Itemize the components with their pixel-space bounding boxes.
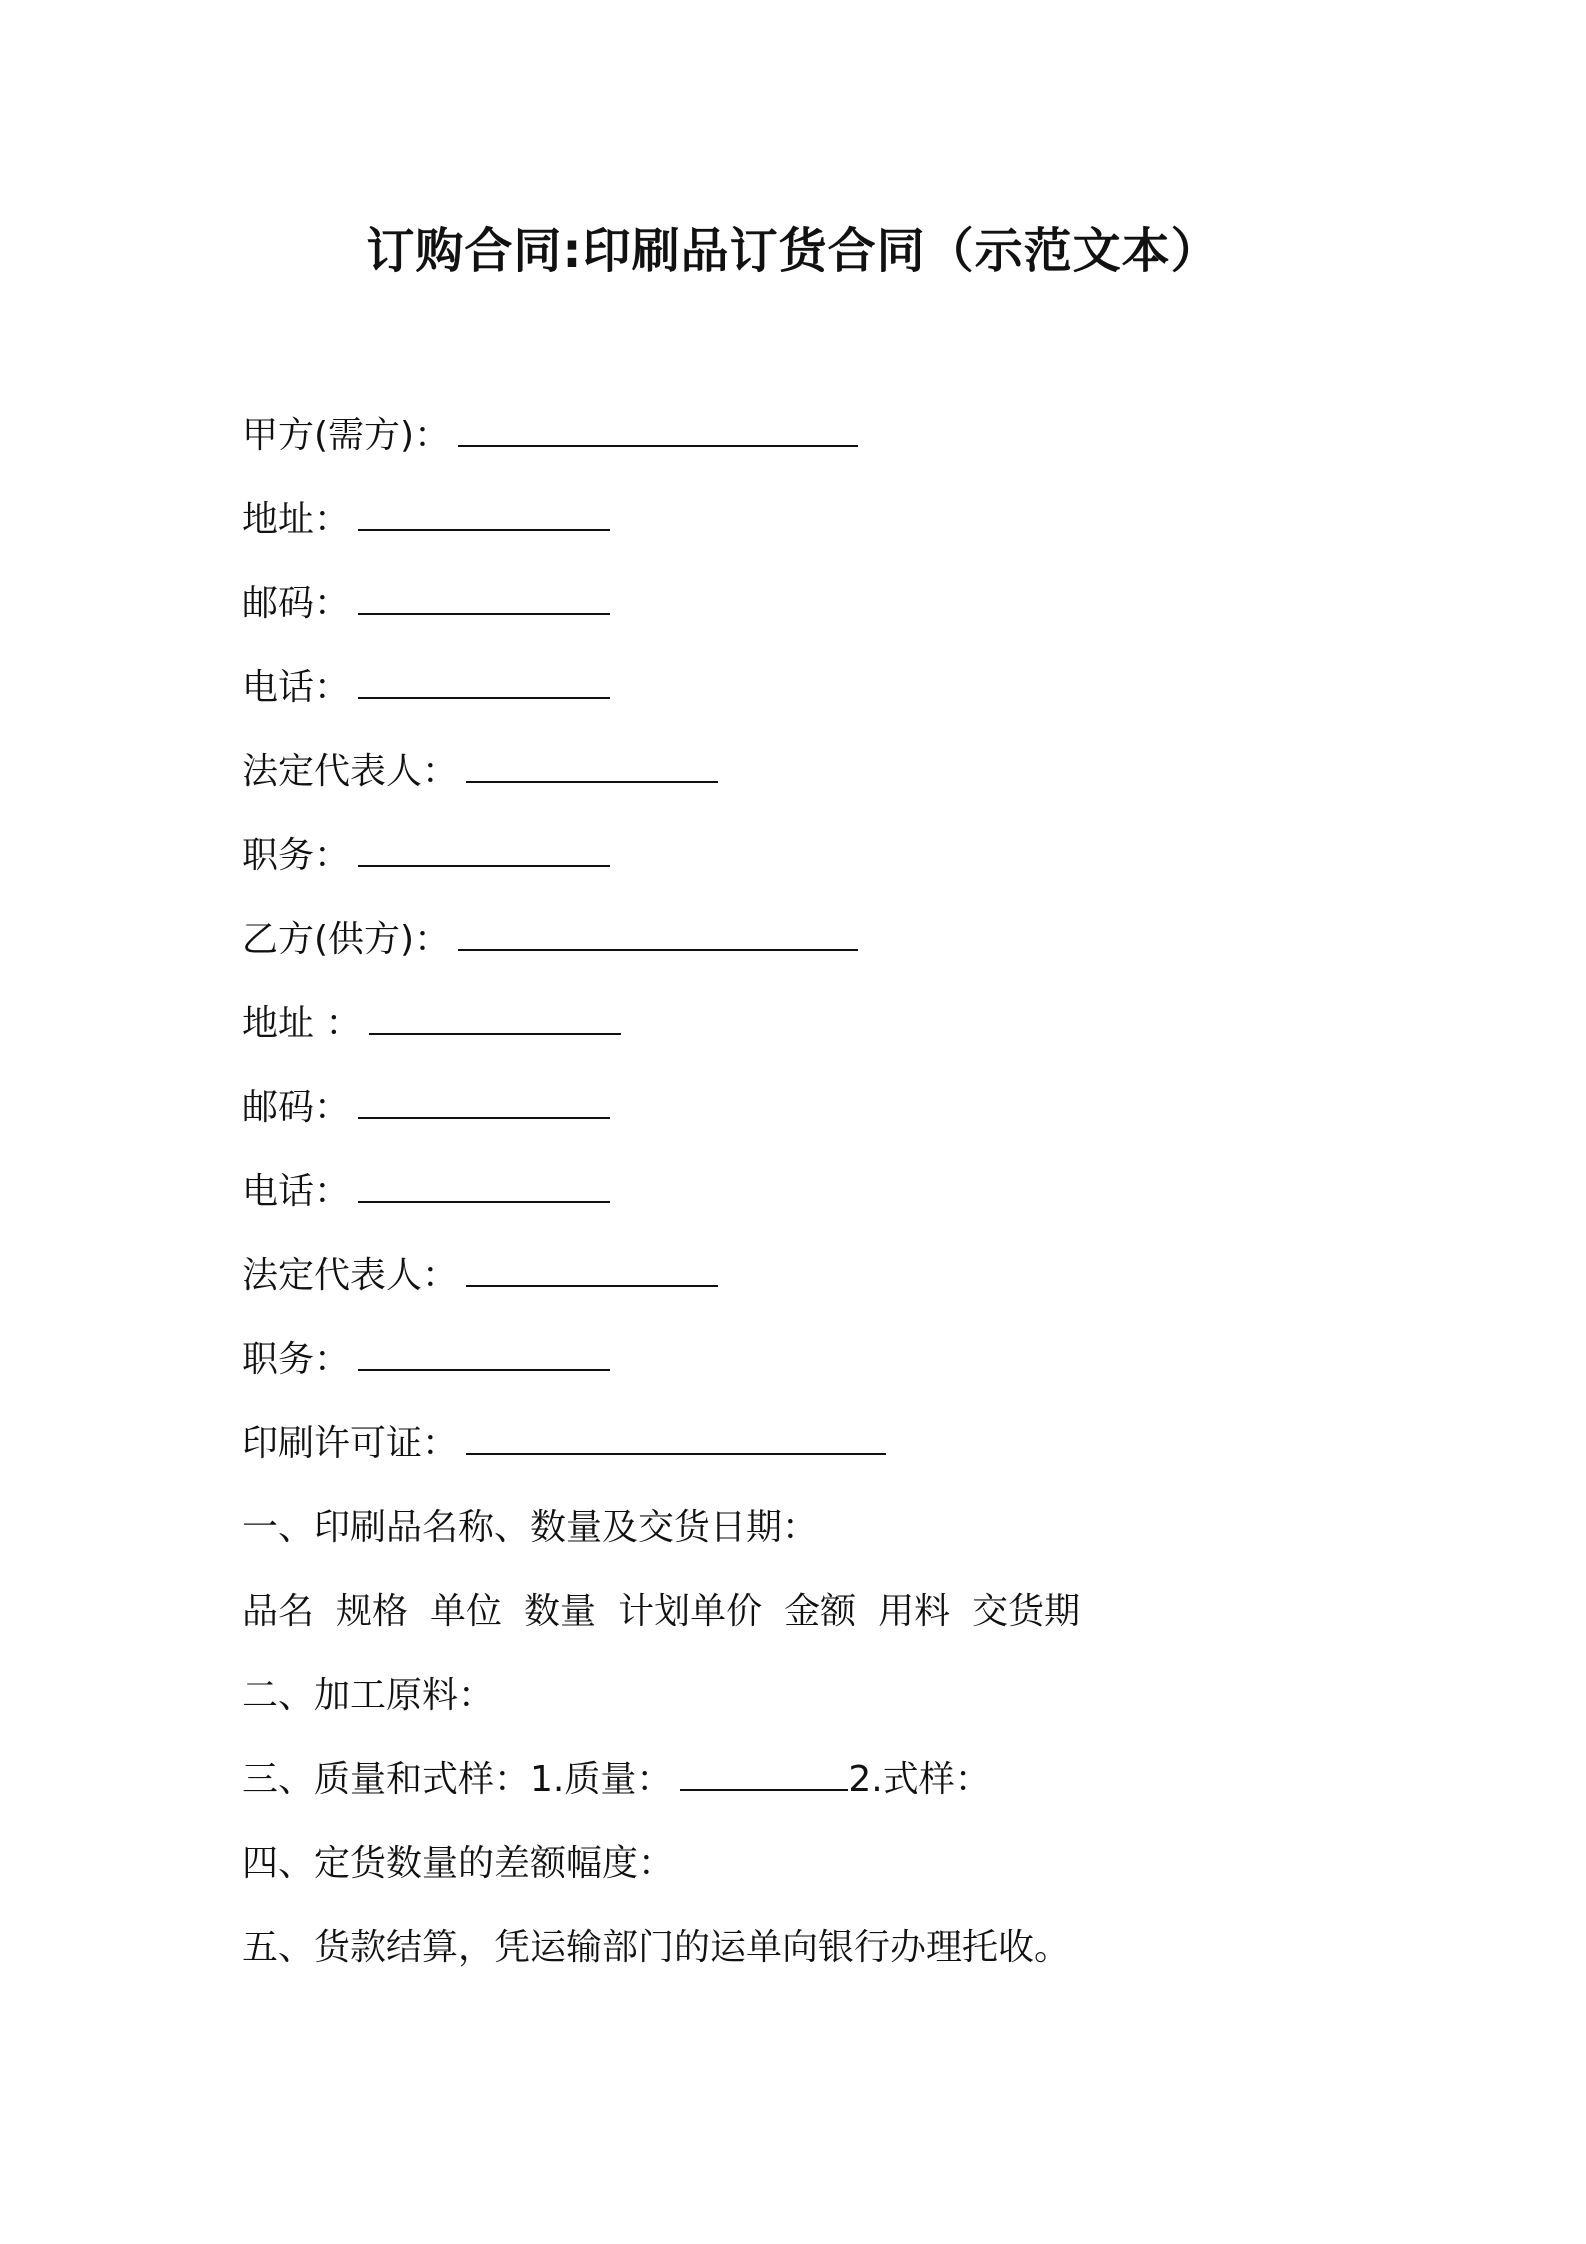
party-b-address-blank[interactable] (369, 1003, 621, 1035)
party-a-address-line (242, 498, 610, 542)
party-b-phone-blank[interactable] (358, 1171, 610, 1203)
party-b-license-blank[interactable] (466, 1423, 886, 1455)
party-a-name-line (242, 414, 858, 458)
section-1-heading: 一、印刷品名称、数量及交货日期： (242, 1507, 819, 1548)
party-a-phone-blank[interactable] (358, 667, 610, 699)
table-header-cell: 交货期 (972, 1591, 1081, 1632)
section-5-heading: 五、货款结算，凭运输部门的运单向银行办理托收。 (242, 1927, 1071, 1968)
party-a-phone-line (242, 666, 610, 710)
section-3-prefix: 三、质量和式样：1.质量： (242, 1759, 673, 1800)
table-header-cell: 规格 (336, 1591, 409, 1632)
party-b-postcode-line (242, 1086, 610, 1130)
party-a-postcode-blank[interactable] (358, 583, 610, 615)
party-b-position-blank[interactable] (358, 1339, 610, 1371)
section-4-heading: 四、定货数量的差额幅度： (242, 1843, 675, 1884)
party-b-license-label: 印刷许可证： (242, 1423, 459, 1464)
party-b-postcode-blank[interactable] (358, 1087, 610, 1119)
party-b-legal-rep-line (242, 1254, 718, 1298)
party-a-name-blank[interactable] (458, 415, 858, 447)
party-b-name-blank[interactable] (458, 919, 858, 951)
quality-blank[interactable] (680, 1759, 848, 1791)
party-b-position-label: 职务： (242, 1339, 351, 1380)
party-b-legal-rep-blank[interactable] (466, 1255, 718, 1287)
section-3-suffix: 2.式样： (848, 1759, 991, 1800)
document-title: 订购合同:印刷品订货合同（示范文本） (366, 223, 1220, 279)
party-a-legal-rep-line (242, 750, 718, 794)
party-b-postcode-label: 邮码： (242, 1087, 351, 1128)
party-b-address-label: 地址 ： (242, 1003, 362, 1044)
party-b-legal-rep-label: 法定代表人： (242, 1255, 459, 1296)
table-header-cell: 用料 (878, 1591, 951, 1632)
table-header-cell: 数量 (524, 1591, 597, 1632)
party-b-address-line (242, 1002, 621, 1046)
table-header-cell: 金额 (784, 1591, 857, 1632)
table-header-cell: 品名 (242, 1591, 315, 1632)
party-a-position-label: 职务： (242, 835, 351, 876)
party-a-position-blank[interactable] (358, 835, 610, 867)
party-b-phone-line (242, 1170, 610, 1214)
table-header-cell: 单位 (430, 1591, 503, 1632)
party-a-position-line (242, 834, 610, 878)
section-2-heading: 二、加工原料： (242, 1675, 495, 1716)
items-table-header (242, 1590, 1102, 1634)
section-3-line (242, 1758, 991, 1802)
party-b-position-line (242, 1338, 610, 1382)
party-a-postcode-line (242, 582, 610, 626)
party-a-name-label: 甲方(需方)： (242, 415, 451, 456)
party-a-address-blank[interactable] (358, 499, 610, 531)
party-b-name-line (242, 918, 858, 962)
party-b-license-line (242, 1422, 886, 1466)
party-a-legal-rep-blank[interactable] (466, 751, 718, 783)
party-a-address-label: 地址： (242, 499, 351, 540)
party-b-name-label: 乙方(供方)： (242, 919, 451, 960)
party-a-phone-label: 电话： (242, 667, 351, 708)
party-a-legal-rep-label: 法定代表人： (242, 751, 459, 792)
party-b-phone-label: 电话： (242, 1171, 351, 1212)
party-a-postcode-label: 邮码： (242, 583, 351, 624)
table-header-cell: 计划单价 (618, 1591, 763, 1632)
